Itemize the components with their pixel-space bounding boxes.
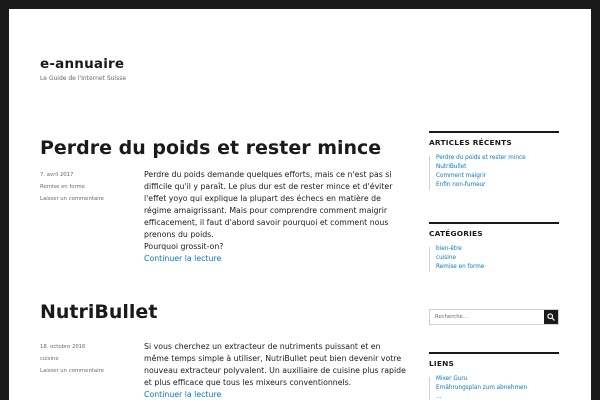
search-form (429, 309, 559, 325)
widget-title: LIENS (429, 359, 455, 368)
widget-divider (429, 352, 559, 354)
post-category[interactable]: cuisine (40, 356, 59, 362)
continue-reading-link[interactable]: Continuer la lecture (144, 390, 222, 399)
post-excerpt-text-2: Pourquoi grossit-on? (144, 242, 224, 251)
recent-post-link[interactable]: Comment maigrir (429, 172, 559, 181)
blogroll-link[interactable]: Mixer Guru (429, 375, 559, 384)
post-category[interactable]: Remise en forme (40, 184, 85, 190)
post-excerpt (144, 169, 406, 265)
site-description: Le Guide de l'Internet Suisse (40, 75, 127, 82)
search-icon (547, 313, 555, 321)
post-excerpt (144, 341, 406, 400)
category-link[interactable]: Remise en forme (429, 263, 559, 272)
widget-divider (429, 131, 559, 133)
recent-post-link[interactable]: Perdre du poids et rester mince (429, 154, 559, 163)
widget-categories (429, 222, 559, 272)
post-title[interactable]: NutriBullet (40, 301, 158, 323)
blogroll-link[interactable]: … (429, 393, 559, 400)
widget-divider (429, 222, 559, 224)
site-title[interactable]: e-annuaire (40, 56, 125, 72)
continue-reading-link[interactable]: Continuer la lecture (144, 254, 222, 263)
post-date[interactable]: 18. octobre 2016 (40, 344, 86, 350)
post-comment-link[interactable]: Laisser un commentaire (40, 368, 104, 374)
recent-post-link[interactable]: Enfin non-fumeur (429, 181, 559, 190)
post-excerpt-text: Perdre du poids demande quelques efforts, mais ce n'est pas si difficile qu'il y paraît. Le plus dur est de rester mince et d'éviter l'effet yoyo qui explique la plupart des échecs en matière de régime amaigrissant. Mais pour comprendre comment maigrir efficacement, il faut d'abord savoir pourquoi et comment nous prenons du poids. (144, 170, 393, 239)
blogroll-link[interactable]: Ernährungsplan zum abnehmen (429, 384, 559, 393)
search-input[interactable]: Recherche… (435, 314, 469, 320)
post-excerpt-text: Si vous cherchez un extracteur de nutriments puissant et en même temps simple à utiliser, NutriBullet peut bien devenir votre nouveau extracteur polyvalent. Un auxiliaire de cuisine plus rapide et plus efficace que tous les mixeurs conventionnels. (144, 342, 406, 387)
widget-recent-posts (429, 131, 559, 190)
widget-title: CATÉGORIES (429, 229, 483, 238)
search-button[interactable] (544, 310, 558, 324)
post-comment-link[interactable]: Laisser un commentaire (40, 196, 104, 202)
widget-title: ARTICLES RÉCENTS (429, 138, 512, 147)
page (9, 9, 591, 400)
category-link[interactable]: cuisine (429, 254, 559, 263)
recent-post-link[interactable]: NutriBullet (429, 163, 559, 172)
post-date[interactable]: 7. avril 2017 (40, 172, 74, 178)
post-meta (40, 341, 104, 377)
post-title[interactable]: Perdre du poids et rester mince (40, 137, 382, 159)
widget-links (429, 352, 559, 400)
post-meta (40, 169, 104, 205)
category-link[interactable]: bien-être (429, 245, 559, 254)
